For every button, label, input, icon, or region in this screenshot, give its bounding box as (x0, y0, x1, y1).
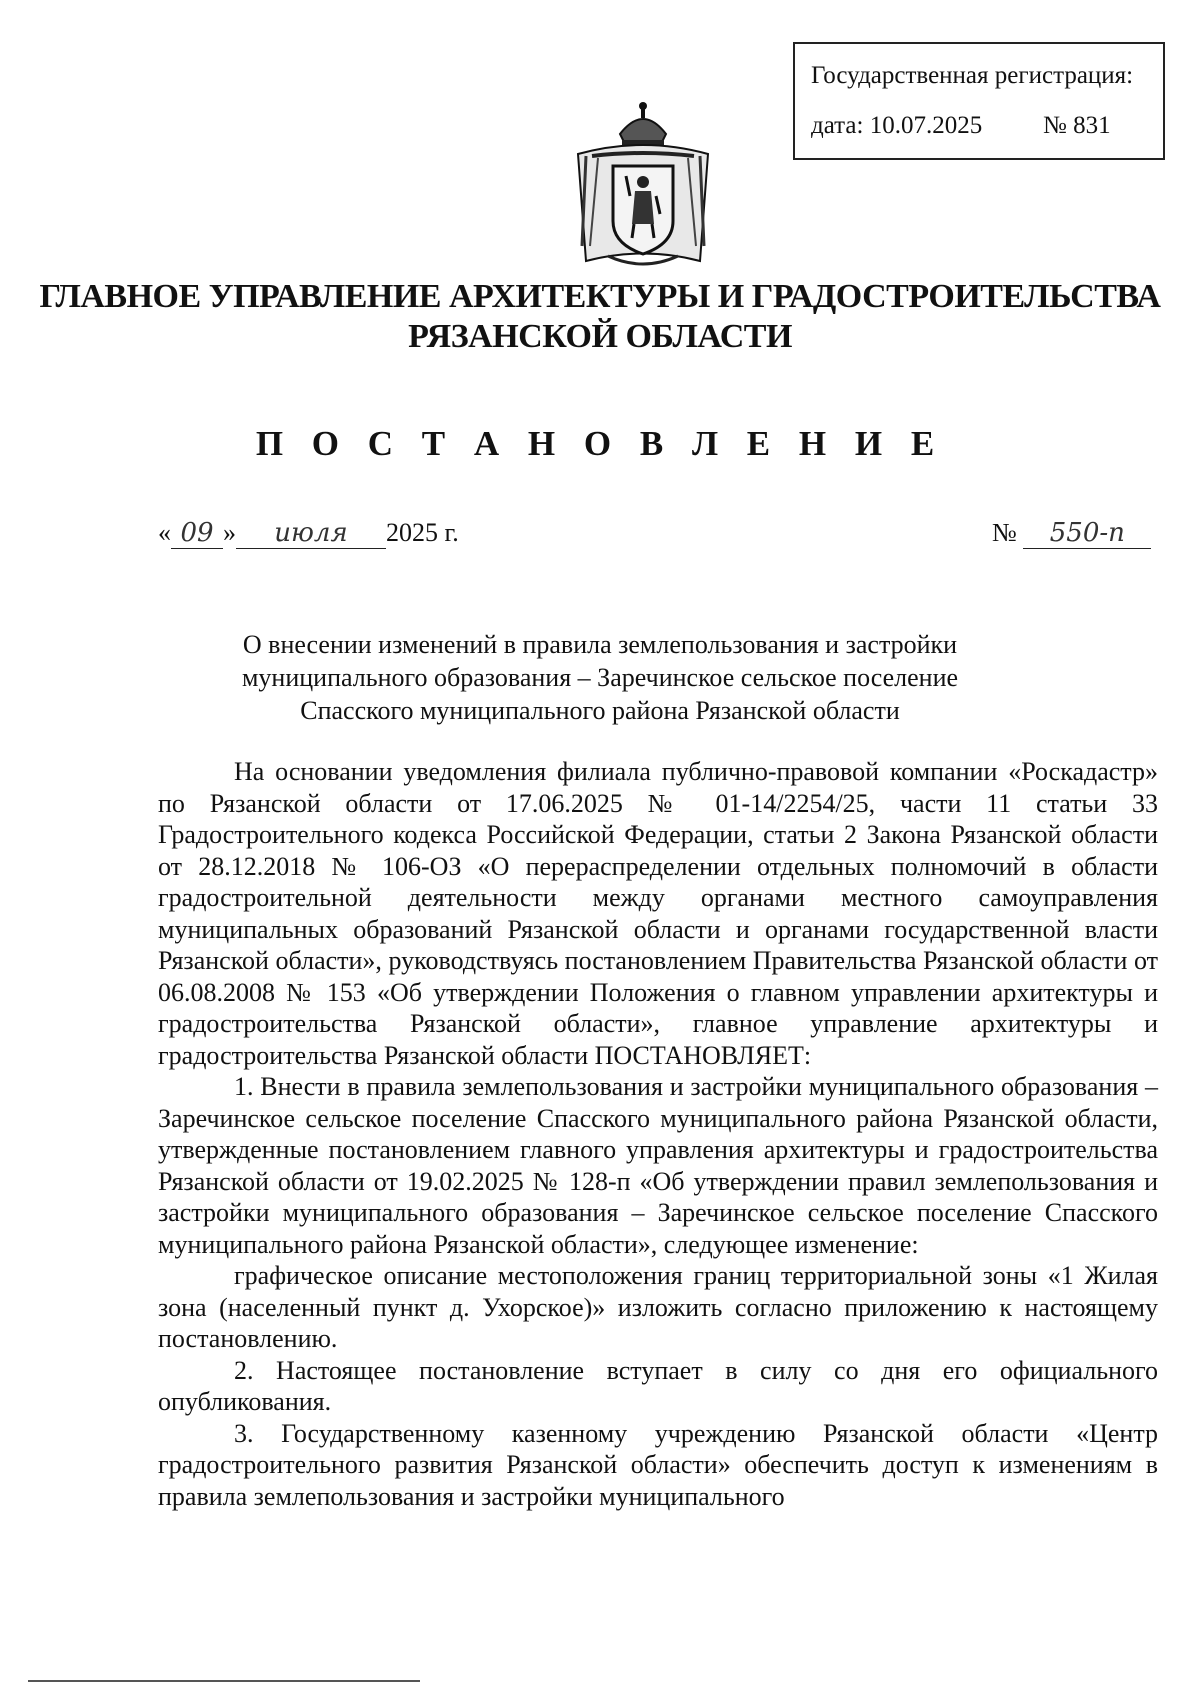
subject-line3: Спасского муниципального района Рязанской области (300, 696, 900, 725)
body-preamble: На основании уведомления филиала публично-правовой компании «Роскадастр» по Рязанской области от 17.06.2025 № 01-14/2254/25, части 11 статьи 33 Градостроительного кодекса Российской Федерации, статьи 2 Закона Рязанской области от 28.12.2018 № 106-ОЗ «О перераспределении отдельных полномочий в области градостроительной деятельности между органами местного самоуправления муниципальных образований Рязанской области и органами государственной власти Рязанской области», руководствуясь постановлением Правительства Рязанской области от 06.08.2008 № 153 «Об утверждении Положения о главном управлении архитектуры и градостроительства Рязанской области», главное управление архитектуры и градостроительства Рязанской области ПОСТАНОВЛЯЕТ: (158, 757, 1158, 1070)
date-month-handwritten: июля (236, 518, 386, 549)
registration-number: № 831 (1043, 112, 1111, 139)
date-close-quote: » (223, 518, 236, 547)
date-open-quote: « (158, 518, 171, 547)
decree-date (158, 518, 459, 549)
body-item-3: 3. Государственному казенному учреждению Рязанской области «Центр градостроительного развития Рязанской области» обеспечить доступ к изменениям в правила землепользования и застройки муниципального (158, 1418, 1158, 1511)
decree-number (992, 518, 1151, 549)
registration-title: Государственная регистрация: (811, 62, 1134, 89)
date-day-handwritten: 09 (171, 518, 223, 549)
agency-name-line1: ГЛАВНОЕ УПРАВЛЕНИЕ АРХИТЕКТУРЫ И ГРАДОСТРОИТЕЛЬСТВА (39, 278, 1161, 315)
body-item-1: 1. Внести в правила землепользования и застройки муниципального образования – Заречинское сельское поселение Спасского муниципального района Рязанской области, утвержденные постановлением главного управления архитектуры и градостроительства Рязанской области от 19.02.2025 № 128-п «Об утверждении правил землепользования и застройки муниципального образования – Заречинское сельское поселение Спасского муниципального района Рязанской области», следующее изменение: (158, 1072, 1158, 1259)
decree-body (158, 756, 1158, 1512)
decree-number-handwritten: 550-п (1023, 518, 1151, 549)
date-year: 2025 г. (386, 518, 459, 547)
registration-stamp (793, 42, 1165, 160)
bottom-divider (28, 1680, 420, 1682)
subject-line2: муниципального образования – Заречинское сельское поселение (241, 663, 959, 692)
agency-name-line2: РЯЗАНСКОЙ ОБЛАСТИ (408, 318, 792, 355)
body-item-1-detail: графическое описание местоположения границ территориальной зоны «1 Жилая зона (населенный пункт д. Ухорское)» изложить согласно приложению к настоящему постановлению. (158, 1261, 1158, 1353)
decree-number-label: № (992, 518, 1017, 547)
document-type-title: П О С Т А Н О В Л Е Н И Е (255, 424, 945, 463)
decree-subject (0, 628, 1200, 727)
subject-line1: О внесении изменений в правила землепользования и застройки (242, 630, 958, 659)
registration-date: дата: 10.07.2025 (811, 112, 983, 139)
body-item-2: 2. Настоящее постановление вступает в силу со дня его официального опубликования. (158, 1355, 1158, 1416)
ryazan-oblast-coat-of-arms-icon (568, 96, 718, 276)
